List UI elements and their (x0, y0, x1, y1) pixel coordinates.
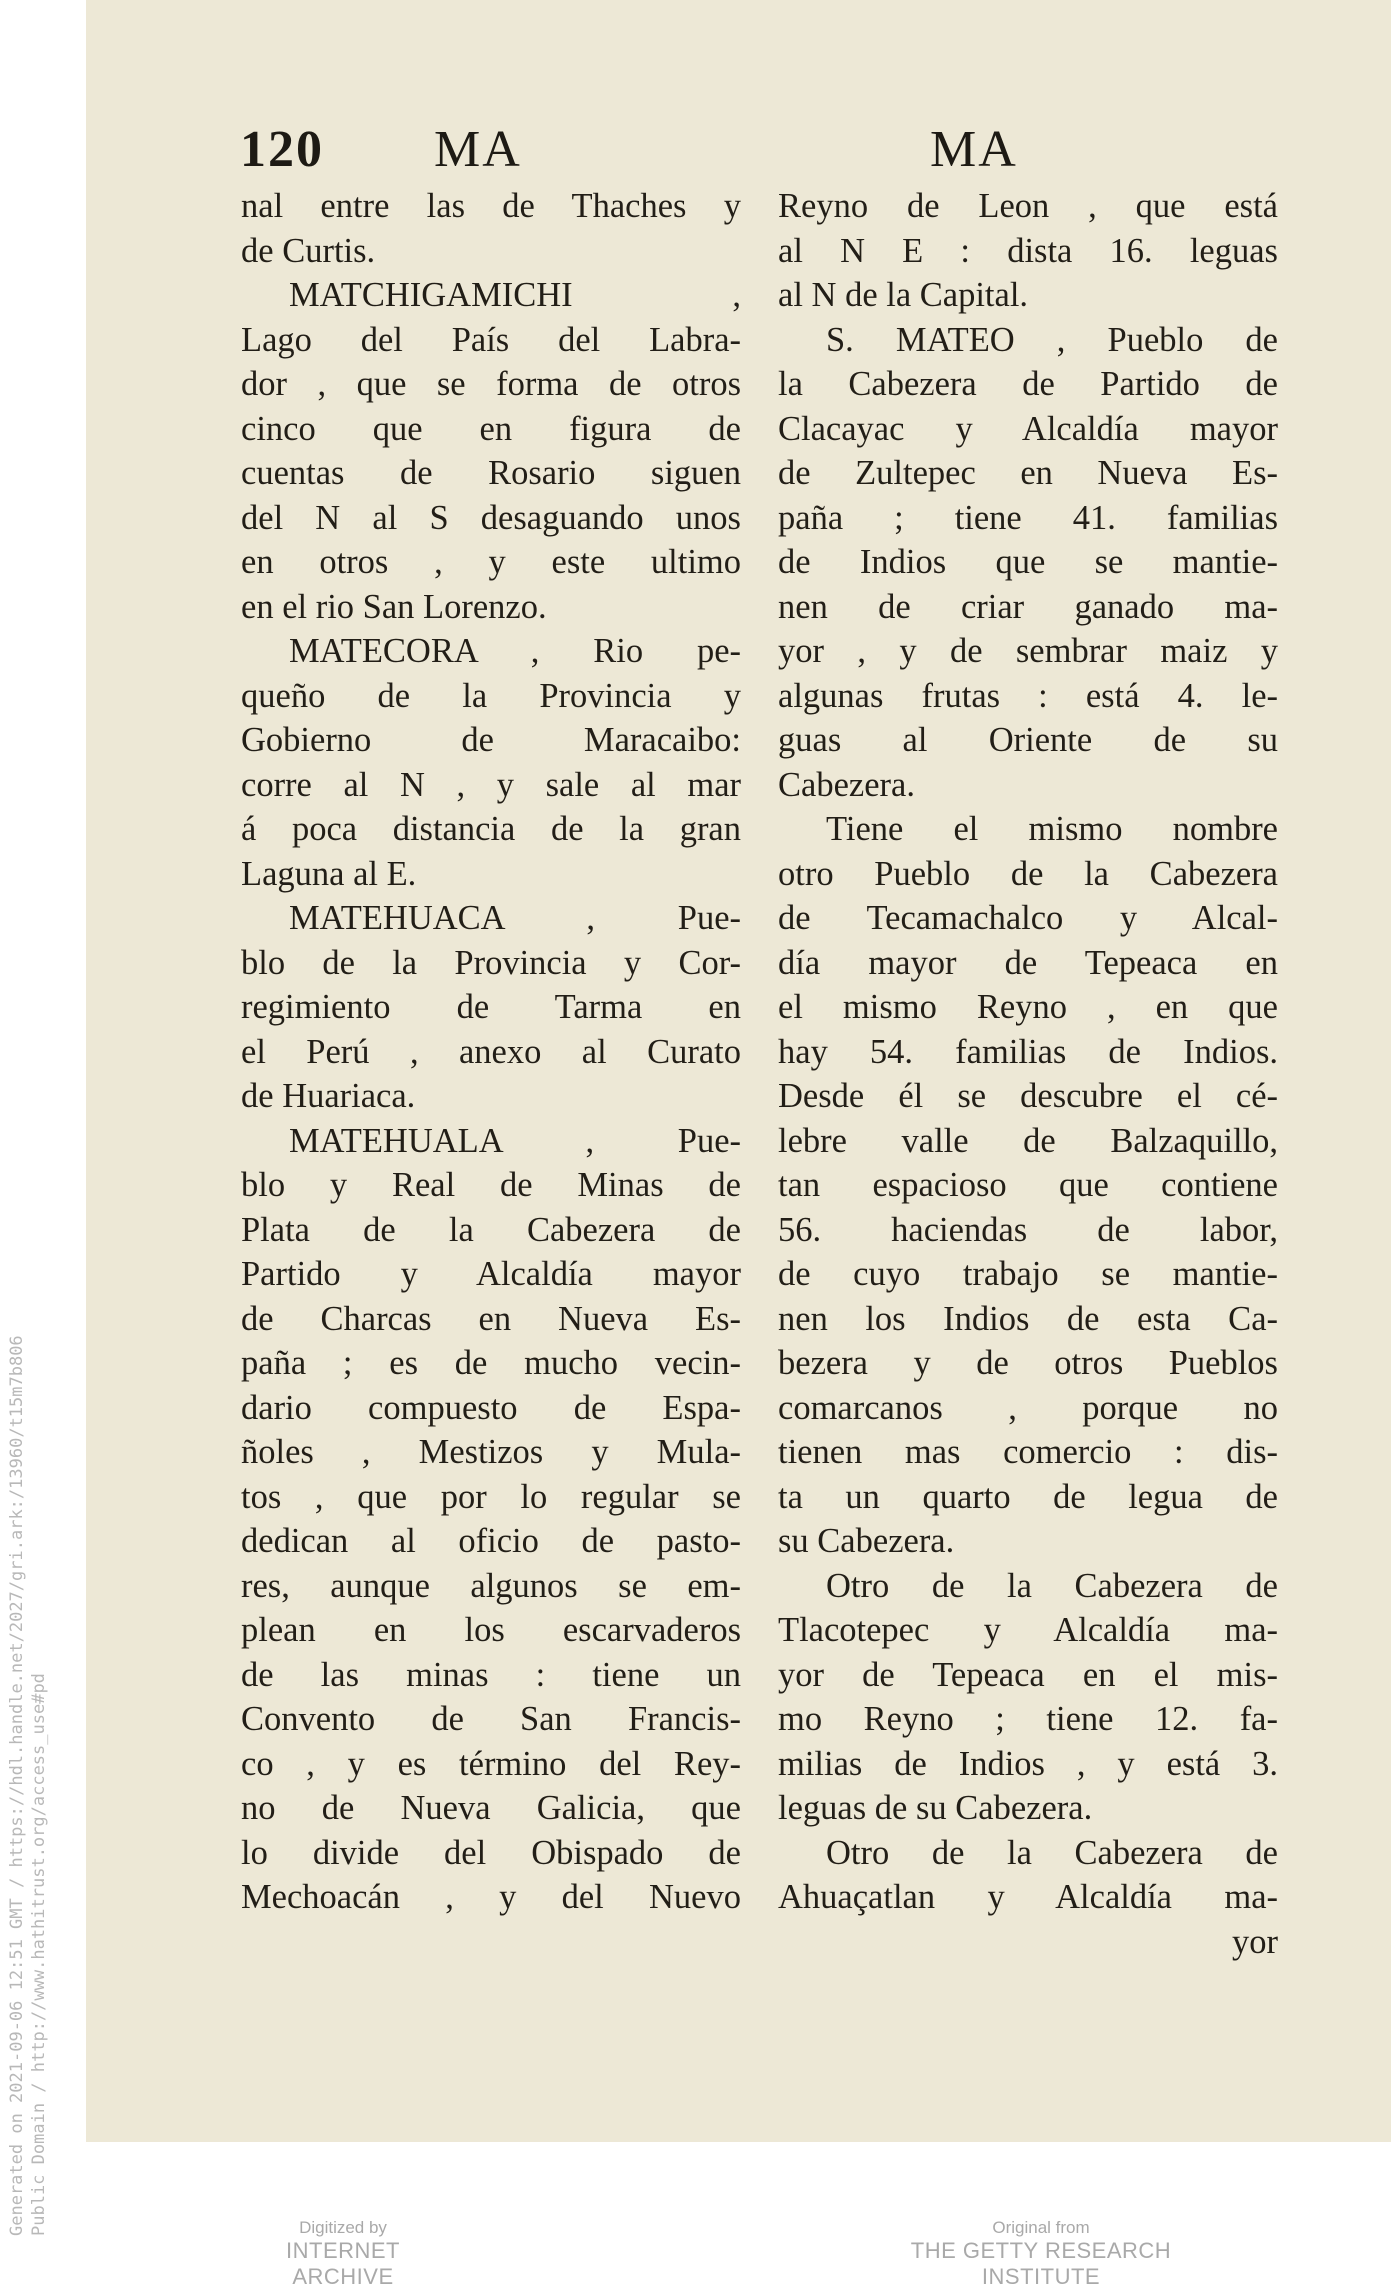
footer-digitized-by (238, 2218, 448, 2290)
hathitrust-watermark (6, 1335, 50, 2236)
text-line: mo Reyno ; tiene 12. fa- (778, 1700, 1278, 1738)
text-line: en el rio San Lorenzo. (241, 587, 547, 626)
text-line: Otro de la Cabezera de (826, 1566, 1278, 1605)
text-line: Tiene el mismo nombre (826, 810, 1278, 848)
text-line: S. MATEO , Pueblo de (826, 320, 1278, 359)
text-line: tos , que por lo regular se (241, 1477, 741, 1516)
footer-getty: THE GETTY RESEARCH INSTITUTE (910, 2238, 1172, 2289)
text-line: Gobierno de Maracaibo: (241, 721, 741, 759)
text-line: de Huariaca. (241, 1077, 416, 1115)
running-head-right: MA (930, 121, 1018, 178)
text-line: guas al Oriente de su (778, 721, 1278, 759)
text-line: la Cabezera de Partido de (778, 365, 1278, 403)
text-line: de las minas : tiene un (241, 1655, 741, 1694)
text-line: leguas de su Cabezera. (778, 1789, 1093, 1827)
text-line: no de Nueva Galicia, que (241, 1789, 741, 1827)
text-line: á poca distancia de la gran (241, 810, 741, 848)
text-line: Mechoacán , y del Nuevo (241, 1878, 741, 1916)
text-line: queño de la Provincia y (241, 676, 741, 715)
text-line: Partido y Alcaldía mayor (241, 1255, 741, 1293)
text-line: plean en los escarvaderos (241, 1611, 741, 1649)
text-line: al N de la Capital. (778, 276, 1029, 314)
left-text-column (241, 184, 741, 1920)
page-header-left (240, 120, 522, 179)
text-line: de Tecamachalco y Alcal- (778, 899, 1278, 937)
text-line: dario compuesto de Espa- (241, 1388, 741, 1427)
footer-original-label: Original from (992, 2218, 1090, 2237)
text-line: hay 54. familias de Indios. (778, 1032, 1278, 1071)
text-line: tan espacioso que contiene (778, 1166, 1278, 1204)
text-line: 56. haciendas de labor, (778, 1210, 1278, 1249)
text-line: tienen mas comercio : dis- (778, 1433, 1278, 1471)
text-line: Laguna al E. (241, 854, 417, 893)
footer-original-from (856, 2218, 1226, 2290)
text-line: MATCHIGAMICHI , (289, 276, 741, 314)
text-line: Ahuaçatlan y Alcaldía ma- (778, 1878, 1278, 1916)
footer-digitized-label: Digitized by (299, 2218, 387, 2237)
text-line: al N E : dista 16. leguas (778, 231, 1278, 270)
footer-internet-archive: INTERNET ARCHIVE (286, 2238, 400, 2289)
text-line: Otro de la Cabezera de (826, 1833, 1278, 1872)
text-line: el mismo Reyno , en que (778, 988, 1278, 1026)
text-line: nen de criar ganado ma- (778, 587, 1278, 626)
text-line: Desde él se descubre el cé- (778, 1077, 1278, 1115)
text-line: Lago del País del Labra- (241, 320, 741, 359)
text-line: cinco que en figura de (241, 409, 741, 448)
text-line: del N al S desaguando unos (241, 498, 741, 537)
watermark-line-1: Generated on 2021-09-06 12:51 GMT / https://hdl.handle.net/2027/gri.ark:/13960/t15m7b806 (7, 1335, 27, 2236)
text-line: en otros , y este ultimo (241, 543, 741, 581)
text-line: Tlacotepec y Alcaldía ma- (778, 1611, 1278, 1649)
text-line: MATEHUALA , Pue- (289, 1121, 741, 1160)
text-line: Reyno de Leon , que está (778, 187, 1278, 225)
running-head-left: MA (434, 121, 522, 178)
text-line: res, aunque algunos se em- (241, 1566, 741, 1605)
text-line: bezera y de otros Pueblos (778, 1344, 1278, 1382)
text-line: blo de la Provincia y Cor- (241, 943, 741, 982)
text-line: de cuyo trabajo se mantie- (778, 1255, 1278, 1293)
text-line: cuentas de Rosario siguen (241, 454, 741, 492)
text-line: algunas frutas : está 4. le- (778, 676, 1278, 715)
text-line: su Cabezera. (778, 1522, 955, 1560)
text-line: paña ; es de mucho vecin- (241, 1344, 741, 1382)
text-line: de Indios que se mantie- (778, 543, 1278, 581)
text-line: de Zultepec en Nueva Es- (778, 454, 1278, 492)
text-line: dedican al oficio de pasto- (241, 1522, 741, 1560)
text-line: blo y Real de Minas de (241, 1166, 741, 1204)
text-line: día mayor de Tepeaca en (778, 943, 1278, 982)
text-line: MATECORA , Rio pe- (289, 632, 741, 670)
text-line: Convento de San Francis- (241, 1700, 741, 1738)
text-line: yor , y de sembrar maiz y (778, 632, 1278, 670)
text-line: regimiento de Tarma en (241, 988, 741, 1026)
text-line: ñoles , Mestizos y Mula- (241, 1433, 741, 1471)
right-text-column (778, 184, 1278, 1964)
text-line: corre al N , y sale al mar (241, 765, 741, 804)
text-line: Plata de la Cabezera de (241, 1210, 741, 1249)
text-line: el Perú , anexo al Curato (241, 1032, 741, 1071)
text-line: ta un quarto de legua de (778, 1477, 1278, 1516)
text-line: lo divide del Obispado de (241, 1833, 741, 1872)
text-line: nen los Indios de esta Ca- (778, 1299, 1278, 1338)
text-line: MATEHUACA , Pue- (289, 899, 741, 937)
text-line: lebre valle de Balzaquillo, (778, 1121, 1278, 1160)
text-line: dor , que se forma de otros (241, 365, 741, 403)
text-line: de Charcas en Nueva Es- (241, 1299, 741, 1338)
text-line: comarcanos , porque no (778, 1388, 1278, 1427)
text-line: Clacayac y Alcaldía mayor (778, 409, 1278, 448)
text-line: nal entre las de Thaches y (241, 187, 741, 225)
page-number: 120 (240, 121, 324, 178)
text-line: yor (1232, 1922, 1278, 1961)
text-line: Cabezera. (778, 765, 915, 804)
text-line: otro Pueblo de la Cabezera (778, 854, 1278, 893)
text-line: yor de Tepeaca en el mis- (778, 1655, 1278, 1694)
watermark-line-2: Public Domain / http://www.hathitrust.org/access_use#pd (29, 1673, 49, 2236)
text-line: de Curtis. (241, 231, 376, 270)
text-line: paña ; tiene 41. familias (778, 498, 1278, 537)
text-line: milias de Indios , y está 3. (778, 1744, 1278, 1783)
text-line: co , y es término del Rey- (241, 1744, 741, 1783)
